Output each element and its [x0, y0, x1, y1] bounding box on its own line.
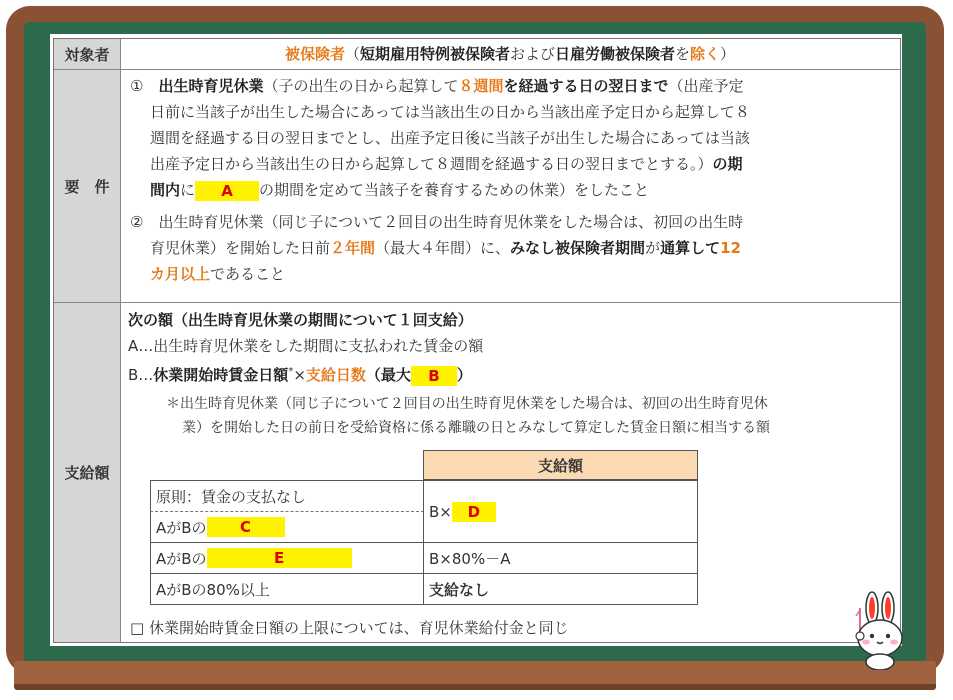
blank-a: A [195, 181, 259, 201]
target-content: 被保険者（短期雇用特例被保険者および日雇労働被保険者を除く） [284, 45, 736, 63]
rabbit-teacher-icon [846, 590, 908, 670]
req1-line5: 間内に A の期間を定めて当該子を養育するための休業）をしたこと [150, 181, 650, 200]
exclude-text: 除く [690, 45, 721, 63]
label-benefit: 支給額 [54, 303, 121, 642]
day-labor-insured: 日雇労働被保険者 [555, 45, 676, 63]
row-c: AがBの C [150, 512, 424, 542]
payment-table [150, 450, 698, 605]
footer-note: □ 休業開始時賃金日額の上限については、育児休業給付金と同じ [130, 619, 569, 637]
blank-e: E [207, 548, 352, 568]
req1-line1: ① 出生時育児休業（子の出生の日から起算して８週間を経過する日の翌日まで（出産予定 [130, 77, 744, 95]
req1-line4: 出産予定日から当該出生の日から起算して８週間を経過する日の翌日までとする。）の期 [150, 155, 743, 173]
payment-header: 支給額 [423, 450, 698, 480]
blank-b: B [411, 366, 457, 386]
requirements-content [120, 70, 900, 302]
twelve-months: カ月以上 [150, 265, 211, 283]
line-b-definition: B…休業開始時賃金日額*×支給日数（最大 B ） [128, 366, 472, 385]
row-e: AがBの E [150, 543, 424, 573]
value-e: B×80%－A [429, 549, 511, 568]
blank-d: D [452, 502, 496, 522]
req1-line3: 週間を経過する日の翌日までとし、出産予定日後に当該子が出生した場合にあっては当該 [150, 129, 750, 147]
label-requirements: 要 件 [54, 70, 121, 302]
blank-c: C [207, 517, 285, 537]
eight-weeks: ８週間 [458, 77, 504, 95]
benefit-title: 次の額（出生時育児休業の期間について１回支給） [128, 311, 473, 329]
note-line1: ＊出生時育児休業（同じ子について２回目の出生時育児休業をした場合は、初回の出生時育児休 [166, 396, 768, 412]
two-years: ２年間 [330, 239, 376, 257]
req2-line1: ② 出生時育児休業（同じ子について２回目の出生時育児休業をした場合は、初回の出生時 [130, 213, 744, 231]
value-none: 支給なし [429, 580, 490, 599]
row-principle: 原則：賃金の支払なし [156, 487, 307, 506]
note-line2: 業）を開始した日の前日を受給資格に係る離職の日とみなして算定した賃金日額に相当する額 [182, 420, 770, 436]
insured-text: 被保険者 [284, 45, 345, 63]
req1-line2: 日前に当該子が出生した場合にあっては当該出生の日から当該出産予定日から起算して８ [150, 103, 750, 121]
req2-line2: 育児休業）を開始した日前２年間（最大４年間）に、みなし被保険者期間が通算して12 [150, 239, 741, 257]
row-target [54, 39, 900, 70]
chalk-tray-shadow [14, 684, 936, 690]
row-requirements [54, 70, 900, 303]
value-d: B× D [423, 481, 698, 542]
row-over80: AがBの80%以上 [156, 580, 270, 599]
req2-line3: カ月以上であること [150, 265, 286, 283]
line-a-definition: A…出生時育児休業をした期間に支払われた賃金の額 [128, 337, 484, 355]
label-target: 対象者 [54, 39, 121, 69]
short-term-insured: 短期雇用特例被保険者 [359, 45, 510, 63]
